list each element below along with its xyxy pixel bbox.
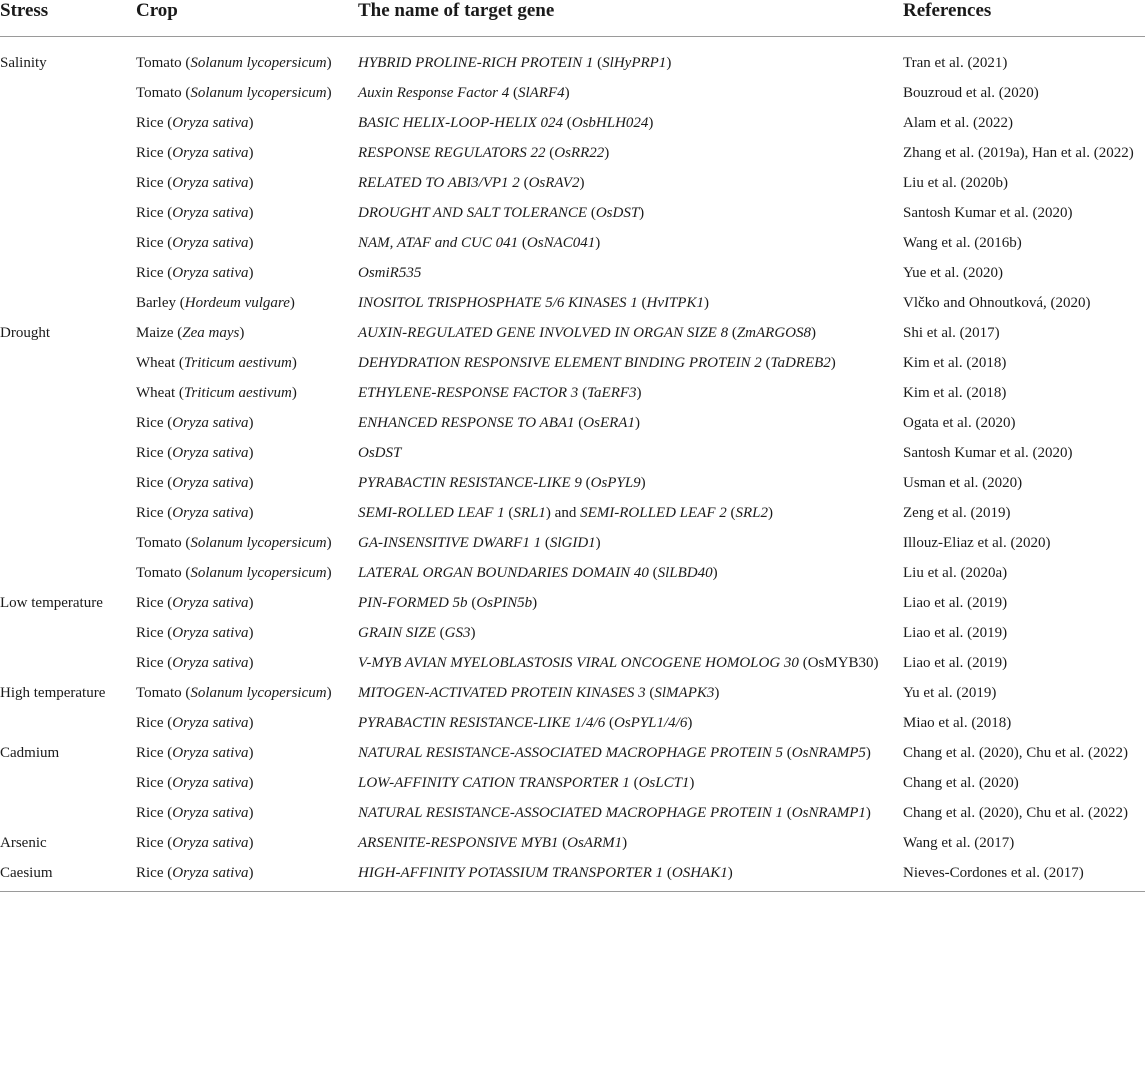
crop-scientific-name: Solanum lycopersicum (190, 565, 327, 581)
stress-cell (0, 768, 136, 798)
gene-symbol: TaERF3 (587, 385, 637, 401)
table-row (0, 378, 1145, 408)
gene-name: OsmiR535 (358, 265, 422, 281)
gene-name: ETHYLENE-RESPONSE FACTOR 3 (358, 385, 579, 401)
table-row (0, 108, 1145, 138)
crop-scientific-name: Oryza sativa (172, 415, 249, 431)
header-row (0, 0, 1145, 37)
reference-cell: Liu et al. (2020a) (903, 565, 1008, 581)
table-row (0, 558, 1145, 588)
gene-name: Auxin Response Factor 4 (358, 85, 510, 101)
gene-symbol: OsMYB30 (807, 655, 874, 671)
crop-common-name: Tomato (136, 685, 182, 701)
crop-cell: Maize (Zea mays) (136, 325, 245, 341)
crop-common-name: Rice (136, 655, 164, 671)
table-body (0, 37, 1145, 892)
gene-symbol: OsNRAMP5 (791, 745, 866, 761)
stress-cell (0, 138, 136, 168)
crop-scientific-name: Oryza sativa (172, 505, 249, 521)
gene-symbol: GS3 (444, 625, 471, 641)
crop-cell: Rice (Oryza sativa) (136, 235, 254, 251)
stress-cell (0, 408, 136, 438)
gene-cell: Auxin Response Factor 4 (SlARF4) (358, 85, 570, 101)
gene-name: RELATED TO ABI3/VP1 2 (358, 175, 520, 191)
crop-cell: Rice (Oryza sativa) (136, 115, 254, 131)
gene-symbol: OsARM1 (567, 835, 623, 851)
gene-name: HYBRID PROLINE-RICH PROTEIN 1 (358, 55, 594, 71)
table-row (0, 438, 1145, 468)
crop-cell: Rice (Oryza sativa) (136, 625, 254, 641)
reference-cell: Wang et al. (2017) (903, 835, 1015, 851)
table-row (0, 498, 1145, 528)
stress-cell (0, 528, 136, 558)
crop-cell: Barley (Hordeum vulgare) (136, 295, 295, 311)
reference-cell: Wang et al. (2016b) (903, 235, 1022, 251)
crop-common-name: Rice (136, 805, 164, 821)
crop-common-name: Rice (136, 475, 164, 491)
crop-cell: Rice (Oryza sativa) (136, 265, 254, 281)
gene-cell: MITOGEN-ACTIVATED PROTEIN KINASES 3 (SlMAPK3) (358, 685, 720, 701)
gene-cell: ENHANCED RESPONSE TO ABA1 (OsERA1) (358, 415, 640, 431)
crop-scientific-name: Solanum lycopersicum (190, 85, 327, 101)
gene-name: OsDST (358, 445, 402, 461)
gene-cell: DROUGHT AND SALT TOLERANCE (OsDST) (358, 205, 645, 221)
gene-name: ARSENITE-RESPONSIVE MYB1 (358, 835, 559, 851)
reference-cell: Chang et al. (2020), Chu et al. (2022) (903, 805, 1128, 821)
gene-symbol: SRL1 (513, 505, 546, 521)
crop-scientific-name: Oryza sativa (172, 205, 249, 221)
gene-cell: V-MYB AVIAN MYELOBLASTOSIS VIRAL ONCOGENE HOMOLOG 30 (OsMYB30) (358, 655, 879, 671)
crop-common-name: Rice (136, 445, 164, 461)
gene-name: PYRABACTIN RESISTANCE-LIKE 9 (358, 475, 582, 491)
gene-symbol: TaDREB2 (770, 355, 831, 371)
gene-name: PIN-FORMED 5b (358, 595, 468, 611)
crop-scientific-name: Triticum aestivum (183, 385, 292, 401)
crop-scientific-name: Oryza sativa (172, 115, 249, 131)
crop-scientific-name: Oryza sativa (172, 475, 249, 491)
table-row (0, 678, 1145, 708)
crop-common-name: Rice (136, 235, 164, 251)
gene-symbol: OsPYL1/4/6 (613, 715, 688, 731)
crop-common-name: Rice (136, 205, 164, 221)
crop-scientific-name: Triticum aestivum (183, 355, 292, 371)
crop-scientific-name: Oryza sativa (172, 445, 249, 461)
table-row (0, 768, 1145, 798)
crop-cell: Rice (Oryza sativa) (136, 745, 254, 761)
crop-cell: Rice (Oryza sativa) (136, 205, 254, 221)
crop-cell: Rice (Oryza sativa) (136, 595, 254, 611)
crop-common-name: Tomato (136, 565, 182, 581)
gene-cell: INOSITOL TRISPHOSPHATE 5/6 KINASES 1 (HvITPK1) (358, 295, 709, 311)
gene-symbol: OsbHLH024 (571, 115, 649, 131)
gene-symbol: SlHyPRP1 (602, 55, 667, 71)
reference-cell: Kim et al. (2018) (903, 355, 1007, 371)
crop-scientific-name: Solanum lycopersicum (190, 535, 327, 551)
reference-cell: Chang et al. (2020) (903, 775, 1019, 791)
table-row (0, 618, 1145, 648)
reference-cell: Santosh Kumar et al. (2020) (903, 445, 1073, 461)
reference-cell: Liao et al. (2019) (903, 595, 1008, 611)
gene-cell: PIN-FORMED 5b (OsPIN5b) (358, 595, 538, 611)
crop-cell: Rice (Oryza sativa) (136, 415, 254, 431)
table-row (0, 468, 1145, 498)
crop-cell: Rice (Oryza sativa) (136, 715, 254, 731)
crop-scientific-name: Solanum lycopersicum (190, 685, 327, 701)
stress-cell (0, 558, 136, 588)
reference-cell: Bouzroud et al. (2020) (903, 85, 1039, 101)
crop-scientific-name: Oryza sativa (172, 235, 249, 251)
stress-cell (0, 798, 136, 828)
crop-common-name: Rice (136, 415, 164, 431)
gene-symbol: SlMAPK3 (654, 685, 715, 701)
crop-common-name: Maize (136, 325, 174, 341)
reference-cell: Ogata et al. (2020) (903, 415, 1016, 431)
gene-cell: AUXIN-REGULATED GENE INVOLVED IN ORGAN SIZE 8 (ZmARGOS8) (358, 325, 816, 341)
reference-cell: Yu et al. (2019) (903, 685, 997, 701)
gene-cell: RELATED TO ABI3/VP1 2 (OsRAV2) (358, 175, 585, 191)
crop-cell: Rice (Oryza sativa) (136, 475, 254, 491)
stress-cell (0, 168, 136, 198)
gene-symbol: HvITPK1 (646, 295, 704, 311)
header-stress: Stress (0, 0, 136, 37)
gene-symbol: OsNRAMP1 (791, 805, 866, 821)
crop-cell: Rice (Oryza sativa) (136, 655, 254, 671)
stress-cell (0, 498, 136, 528)
gene-cell: NATURAL RESISTANCE-ASSOCIATED MACROPHAGE PROTEIN 5 (OsNRAMP5) (358, 745, 871, 761)
gene-cell: RESPONSE REGULATORS 22 (OsRR22) (358, 145, 610, 161)
gene-symbol: SlGID1 (549, 535, 596, 551)
gene-name: DROUGHT AND SALT TOLERANCE (358, 205, 588, 221)
stress-cell (0, 618, 136, 648)
table-row (0, 228, 1145, 258)
gene-name: INOSITOL TRISPHOSPHATE 5/6 KINASES 1 (358, 295, 638, 311)
crop-cell: Tomato (Solanum lycopersicum) (136, 535, 332, 551)
gene-cell: NAM, ATAF and CUC 041 (OsNAC041) (358, 235, 601, 251)
reference-cell: Nieves-Cordones et al. (2017) (903, 858, 1145, 892)
stress-cell: Caesium (0, 858, 136, 892)
gene-cell: HIGH-AFFINITY POTASSIUM TRANSPORTER 1 (OSHAK1) (358, 858, 903, 892)
crop-scientific-name: Oryza sativa (172, 775, 249, 791)
stress-cell (0, 108, 136, 138)
table-row (0, 828, 1145, 858)
gene-symbol: SlLBD40 (657, 565, 713, 581)
reference-cell: Yue et al. (2020) (903, 265, 1003, 281)
crop-cell: Wheat (Triticum aestivum) (136, 355, 297, 371)
reference-cell: Alam et al. (2022) (903, 115, 1013, 131)
stress-cell (0, 648, 136, 678)
gene-cell: PYRABACTIN RESISTANCE-LIKE 1/4/6 (OsPYL1/4/6) (358, 715, 693, 731)
stress-cell: High temperature (0, 685, 106, 701)
crop-scientific-name: Oryza sativa (172, 835, 249, 851)
gene-symbol: OsPYL9 (590, 475, 641, 491)
crop-common-name: Tomato (136, 535, 182, 551)
header-gene: The name of target gene (358, 0, 903, 37)
table-row (0, 258, 1145, 288)
gene-cell: LATERAL ORGAN BOUNDARIES DOMAIN 40 (SlLBD40) (358, 565, 718, 581)
gene-cell: PYRABACTIN RESISTANCE-LIKE 9 (OsPYL9) (358, 475, 646, 491)
crop-scientific-name: Oryza sativa (172, 265, 249, 281)
crop-cell: Rice (Oryza sativa) (136, 175, 254, 191)
crop-common-name: Rice (136, 865, 164, 881)
crop-common-name: Rice (136, 625, 164, 641)
crop-scientific-name: Oryza sativa (172, 145, 249, 161)
table-row (0, 738, 1145, 768)
table-row (0, 37, 1145, 79)
gene-name: PYRABACTIN RESISTANCE-LIKE 1/4/6 (358, 715, 606, 731)
crop-cell: Rice (Oryza sativa) (136, 805, 254, 821)
gene-name: GRAIN SIZE (358, 625, 436, 641)
table-row (0, 78, 1145, 108)
crop-scientific-name: Oryza sativa (172, 655, 249, 671)
table-row (0, 528, 1145, 558)
crop-cell: Tomato (Solanum lycopersicum) (136, 685, 332, 701)
reference-cell: Santosh Kumar et al. (2020) (903, 205, 1073, 221)
gene-cell: NATURAL RESISTANCE-ASSOCIATED MACROPHAGE PROTEIN 1 (OsNRAMP1) (358, 805, 871, 821)
gene-name: LATERAL ORGAN BOUNDARIES DOMAIN 40 (358, 565, 649, 581)
table-row (0, 588, 1145, 618)
crop-cell: Rice (Oryza sativa) (136, 145, 254, 161)
crop-cell: Rice (Oryza sativa) (136, 505, 254, 521)
reference-cell: Zeng et al. (2019) (903, 505, 1011, 521)
gene-name: NATURAL RESISTANCE-ASSOCIATED MACROPHAGE PROTEIN 5 (358, 745, 783, 761)
table-row (0, 798, 1145, 828)
reference-cell: Liao et al. (2019) (903, 655, 1008, 671)
stress-cell: Arsenic (0, 835, 47, 851)
table-row (0, 318, 1145, 348)
reference-cell: Tran et al. (2021) (903, 55, 1008, 71)
table-row (0, 408, 1145, 438)
stress-cell (0, 288, 136, 318)
crop-common-name: Rice (136, 115, 164, 131)
gene-cell: BASIC HELIX-LOOP-HELIX 024 (OsbHLH024) (358, 115, 654, 131)
stress-cell (0, 228, 136, 258)
gene-name: RESPONSE REGULATORS 22 (358, 145, 546, 161)
crop-common-name: Rice (136, 265, 164, 281)
gene-symbol: OsERA1 (583, 415, 635, 431)
crop-common-name: Rice (136, 775, 164, 791)
gene-name: AUXIN-REGULATED GENE INVOLVED IN ORGAN SIZE 8 (358, 325, 729, 341)
crop-common-name: Tomato (136, 55, 182, 71)
gene-symbol: ZmARGOS8 (736, 325, 811, 341)
crop-cell: Rice (Oryza sativa) (136, 835, 254, 851)
gene-name: SEMI-ROLLED LEAF 1 (358, 505, 505, 521)
gene-name: MITOGEN-ACTIVATED PROTEIN KINASES 3 (358, 685, 646, 701)
gene-name-2: SEMI-ROLLED LEAF 2 (580, 505, 727, 521)
gene-name: NATURAL RESISTANCE-ASSOCIATED MACROPHAGE PROTEIN 1 (358, 805, 783, 821)
gene-symbol: SlARF4 (517, 85, 565, 101)
crop-common-name: Rice (136, 175, 164, 191)
crop-scientific-name: Oryza sativa (172, 745, 249, 761)
crop-scientific-name: Oryza sativa (172, 865, 249, 881)
crop-scientific-name: Hordeum vulgare (184, 295, 290, 311)
table-row (0, 168, 1145, 198)
stress-cell (0, 258, 136, 288)
stress-cell (0, 378, 136, 408)
stress-cell (0, 198, 136, 228)
stress-cell: Salinity (0, 55, 47, 71)
gene-cell: ETHYLENE-RESPONSE FACTOR 3 (TaERF3) (358, 385, 642, 401)
gene-name: BASIC HELIX-LOOP-HELIX 024 (358, 115, 563, 131)
gene-name: DEHYDRATION RESPONSIVE ELEMENT BINDING PROTEIN 2 (358, 355, 762, 371)
gene-cell: DEHYDRATION RESPONSIVE ELEMENT BINDING PROTEIN 2 (TaDREB2) (358, 355, 836, 371)
crop-common-name: Wheat (136, 355, 176, 371)
crop-cell: Rice (Oryza sativa) (136, 445, 254, 461)
gene-cell: GRAIN SIZE (GS3) (358, 625, 476, 641)
table-row (0, 288, 1145, 318)
gene-name: LOW-AFFINITY CATION TRANSPORTER 1 (358, 775, 630, 791)
table-row (0, 138, 1145, 168)
crop-common-name: Rice (136, 145, 164, 161)
header-references: References (903, 0, 1145, 37)
gene-cell (358, 438, 903, 468)
gene-symbol-2: SRL2 (735, 505, 769, 521)
table-row (0, 708, 1145, 738)
crop-cell: Rice (Oryza sativa) (136, 775, 254, 791)
reference-cell: Shi et al. (2017) (903, 325, 1000, 341)
gene-symbol: OsDST (595, 205, 640, 221)
reference-cell: Zhang et al. (2019a), Han et al. (2022) (903, 145, 1134, 161)
gene-symbol: OsNAC041 (526, 235, 596, 251)
header-crop: Crop (136, 0, 358, 37)
stress-cell (0, 708, 136, 738)
gene-cell (358, 258, 903, 288)
gene-symbol: OSHAK1 (671, 865, 728, 881)
table-row (0, 858, 1145, 892)
stress-cell (0, 468, 136, 498)
stress-cell: Low temperature (0, 595, 103, 611)
gene-name: V-MYB AVIAN MYELOBLASTOSIS VIRAL ONCOGENE HOMOLOG 30 (358, 655, 799, 671)
table-row (0, 348, 1145, 378)
gene-name: ENHANCED RESPONSE TO ABA1 (358, 415, 575, 431)
gene-symbol: OsPIN5b (476, 595, 533, 611)
crop-cell: Wheat (Triticum aestivum) (136, 385, 297, 401)
crop-common-name: Rice (136, 595, 164, 611)
reference-cell: Illouz-Eliaz et al. (2020) (903, 535, 1051, 551)
crop-scientific-name: Oryza sativa (172, 625, 249, 641)
gene-symbol: OsRAV2 (528, 175, 580, 191)
gene-cell: HYBRID PROLINE-RICH PROTEIN 1 (SlHyPRP1) (358, 55, 672, 71)
crop-common-name: Wheat (136, 385, 176, 401)
gene-name: NAM, ATAF and CUC 041 (358, 235, 519, 251)
gene-cell: GA-INSENSITIVE DWARF1 1 (SlGID1) (358, 535, 601, 551)
reference-cell: Miao et al. (2018) (903, 715, 1012, 731)
gene-cell: SEMI-ROLLED LEAF 1 (SRL1) and SEMI-ROLLED LEAF 2 (SRL2) (358, 505, 774, 521)
crop-scientific-name: Zea mays (182, 325, 240, 341)
table-row (0, 198, 1145, 228)
crop-cell: Tomato (Solanum lycopersicum) (136, 565, 332, 581)
crop-scientific-name: Oryza sativa (172, 595, 249, 611)
stress-cell: Drought (0, 325, 50, 341)
reference-cell: Liu et al. (2020b) (903, 175, 1008, 191)
crop-common-name: Rice (136, 745, 164, 761)
crop-common-name: Rice (136, 505, 164, 521)
table-row (0, 648, 1145, 678)
reference-cell: Liao et al. (2019) (903, 625, 1008, 641)
crop-cell: Tomato (Solanum lycopersicum) (136, 55, 332, 71)
crop-common-name: Barley (136, 295, 176, 311)
reference-cell: Usman et al. (2020) (903, 475, 1023, 491)
stress-cell (0, 78, 136, 108)
gene-symbol: OsRR22 (554, 145, 605, 161)
stress-cell (0, 438, 136, 468)
crop-cell: Tomato (Solanum lycopersicum) (136, 85, 332, 101)
stress-cell: Cadmium (0, 745, 60, 761)
gene-name: HIGH-AFFINITY POTASSIUM TRANSPORTER 1 (358, 865, 664, 881)
crop-scientific-name: Oryza sativa (172, 805, 249, 821)
crop-common-name: Tomato (136, 85, 182, 101)
reference-cell: Kim et al. (2018) (903, 385, 1007, 401)
gene-name: GA-INSENSITIVE DWARF1 1 (358, 535, 542, 551)
crop-scientific-name: Oryza sativa (172, 175, 249, 191)
gene-cell: LOW-AFFINITY CATION TRANSPORTER 1 (OsLCT1) (358, 775, 695, 791)
crop-cell: Rice (Oryza sativa) (136, 858, 358, 892)
crop-common-name: Rice (136, 835, 164, 851)
gene-symbol: OsLCT1 (638, 775, 690, 791)
reference-cell: Chang et al. (2020), Chu et al. (2022) (903, 745, 1128, 761)
crop-scientific-name: Oryza sativa (172, 715, 249, 731)
crop-scientific-name: Solanum lycopersicum (190, 55, 327, 71)
reference-cell: Vlčko and Ohnoutková, (2020) (903, 295, 1091, 311)
gene-cell: ARSENITE-RESPONSIVE MYB1 (OsARM1) (358, 835, 628, 851)
stress-cell (0, 348, 136, 378)
crop-common-name: Rice (136, 715, 164, 731)
